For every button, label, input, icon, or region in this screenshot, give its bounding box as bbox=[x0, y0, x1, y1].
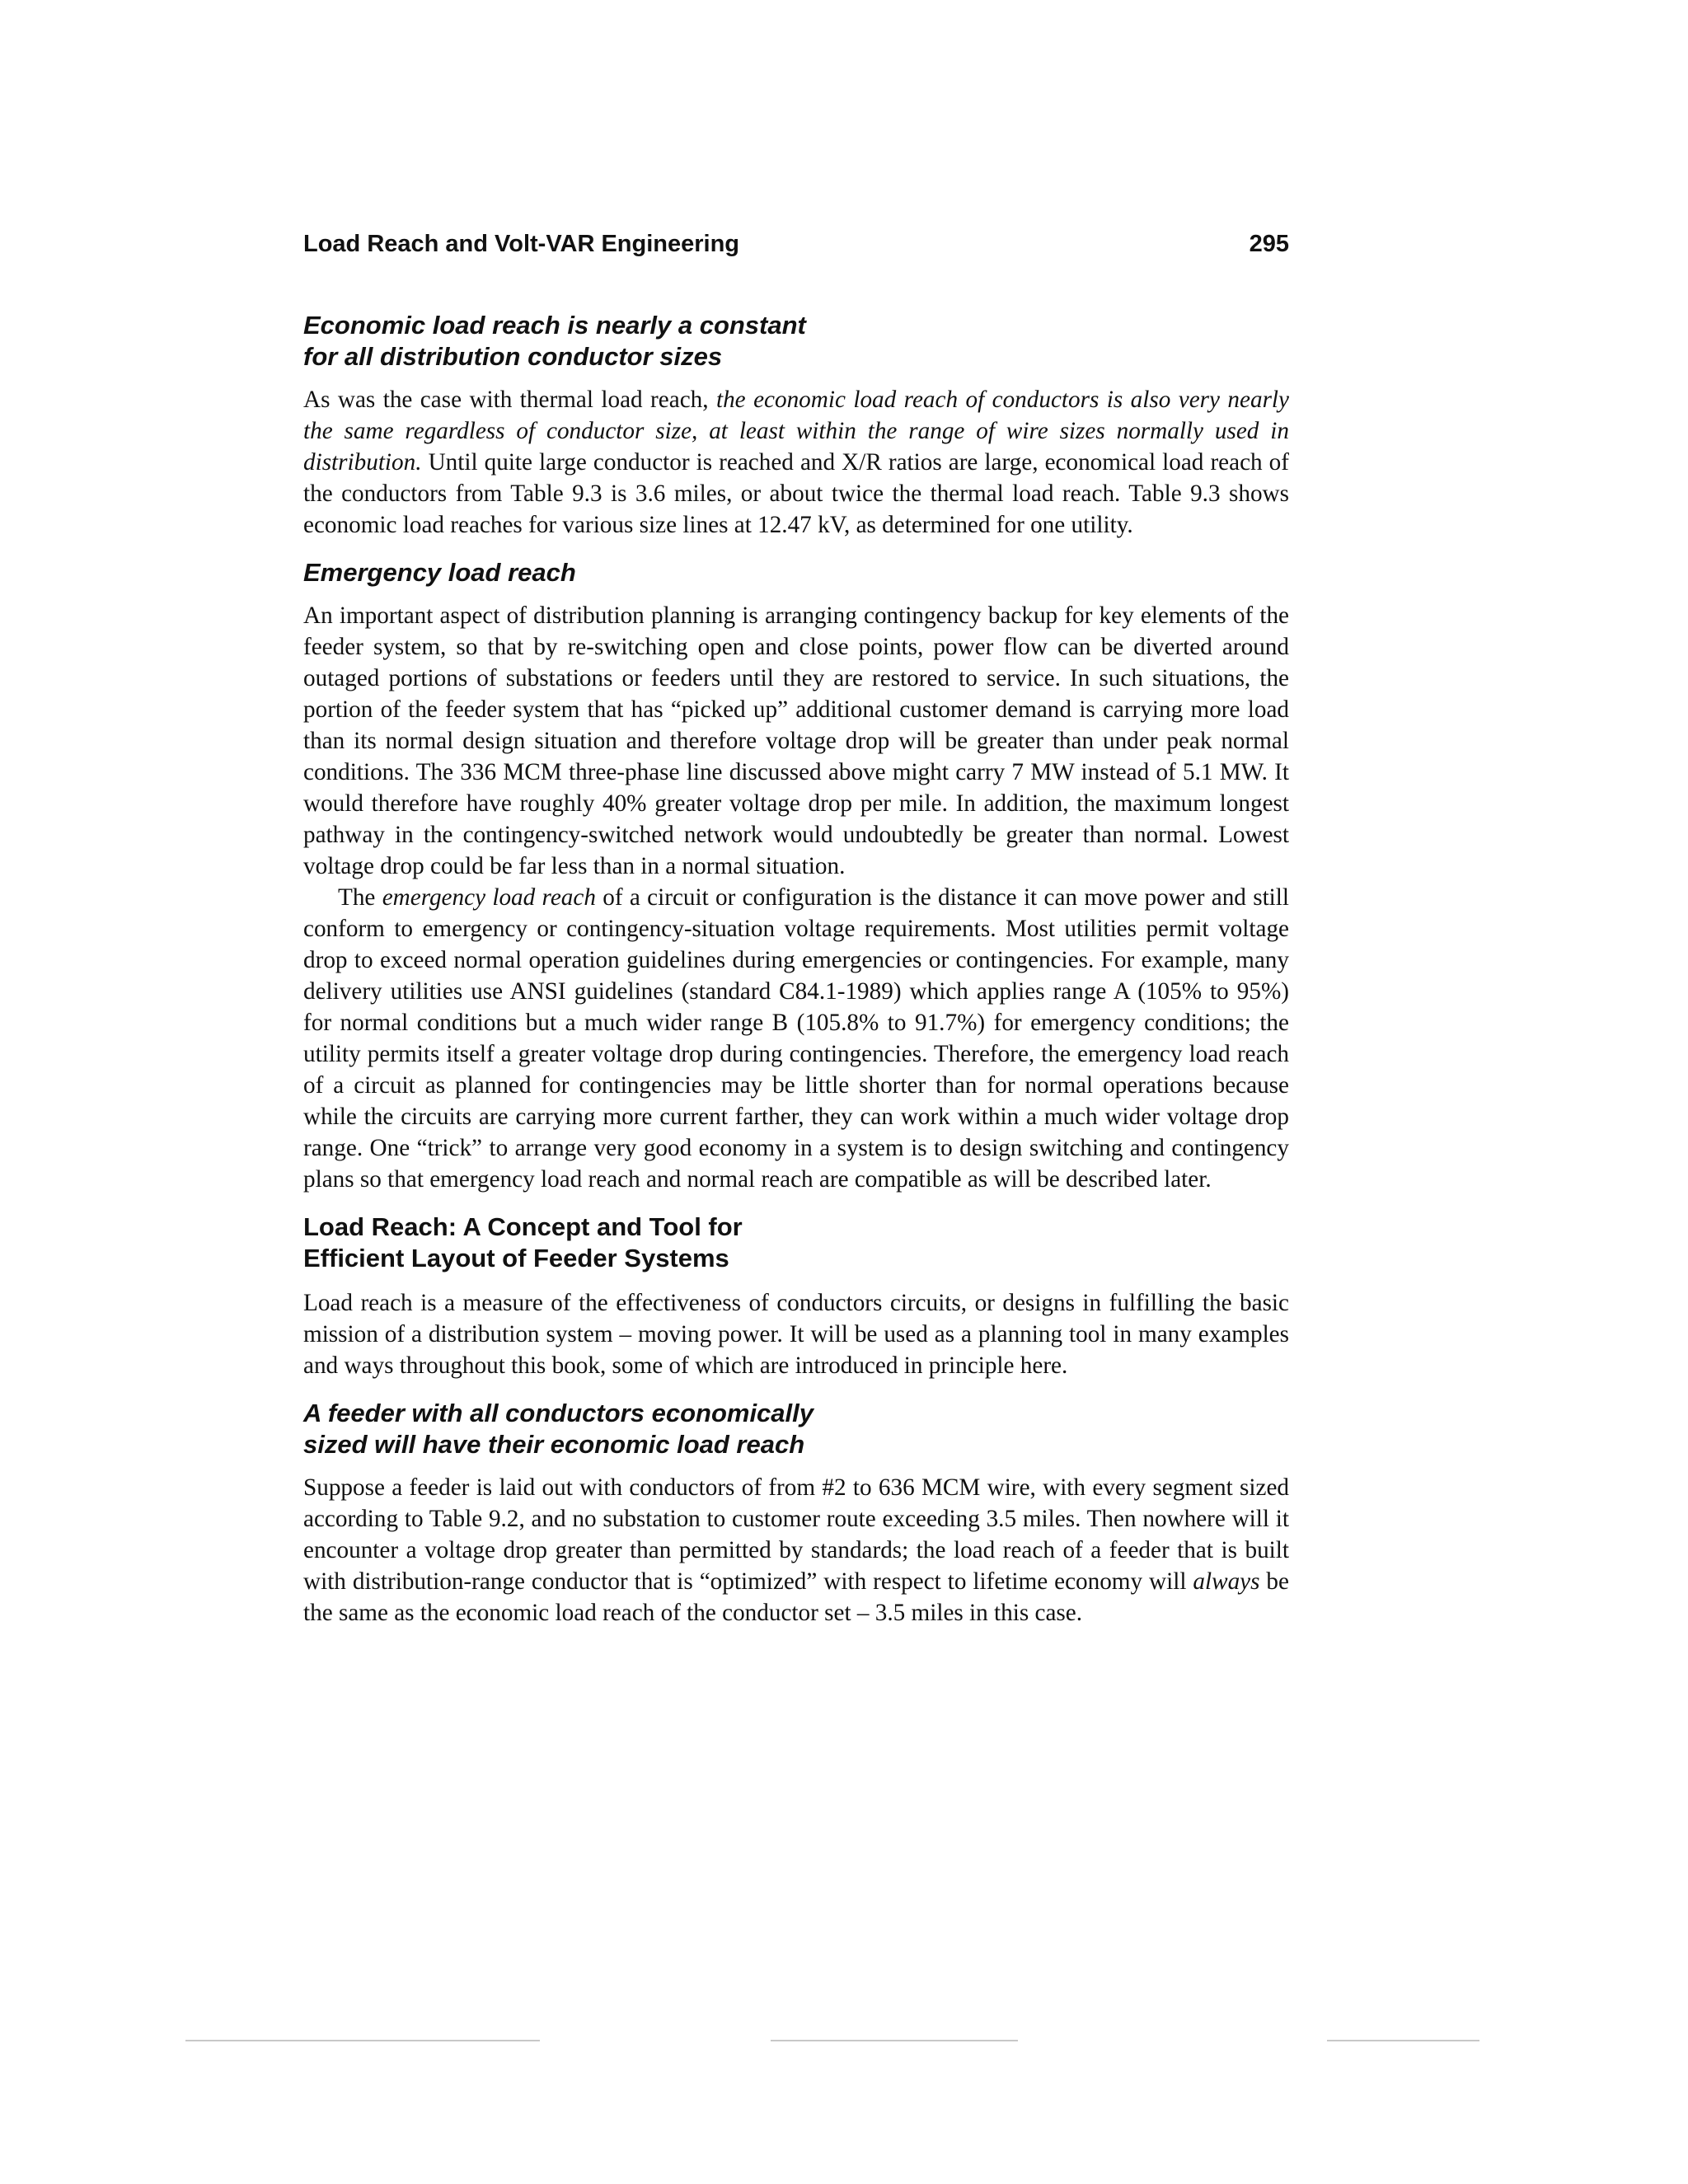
scan-artifact-line bbox=[185, 2040, 540, 2041]
emphasis-run: always bbox=[1193, 1568, 1260, 1595]
page-body bbox=[303, 231, 1289, 1629]
scan-artifact-line bbox=[771, 2040, 1018, 2041]
heading-line: for all distribution conductor sizes bbox=[303, 342, 723, 371]
feeder-economic-heading bbox=[303, 1398, 1289, 1460]
heading-line: Load Reach: A Concept and Tool for bbox=[303, 1212, 743, 1241]
emphasis-run: the economic load reach of conductors is also very nearly the same regardless of conductor size, at least within the range of wire sizes normally used in distribution. bbox=[303, 387, 1289, 476]
emphasis-run: emergency load reach bbox=[382, 884, 596, 911]
heading-line: Efficient Layout of Feeder Systems bbox=[303, 1244, 729, 1272]
heading-line: Emergency load reach bbox=[303, 558, 576, 587]
text-run: Suppose a feeder is laid out with conductors of from #2 to 636 MCM wire, with every segment sized according to Table 9.2, and no substation to customer route exceeding 3.5 miles. Then nowhere will it encounter a voltage drop greater than permitted by standards; the load reach of a feeder that is built with distribution-range conductor that is “optimized” with respect to lifetime economy will bbox=[303, 1474, 1289, 1595]
heading-line: Economic load reach is nearly a constant bbox=[303, 311, 806, 340]
text-run: Until quite large conductor is reached and X/R ratios are large, economical load reach of the conductors from Table 9.3 is 3.6 miles, or about twice the thermal load reach. Table 9.3 shows economic load reaches for various size lines at 12.47 kV, as determined for one utility. bbox=[303, 449, 1289, 538]
text-run: The bbox=[338, 884, 382, 911]
text-run: be the same as the economic load reach of the conductor set – 3.5 miles in this case. bbox=[303, 1568, 1289, 1626]
heading-line: A feeder with all conductors economically bbox=[303, 1399, 814, 1427]
scan-artifact-line bbox=[1327, 2040, 1479, 2041]
load-reach-concept-paragraph: Load reach is a measure of the effectiveness of conductors circuits, or designs in fulfilling the basic mission of a distribution system – moving power. It will be used as a planning tool in many examples and ways throughout this book, some of which are introduced in principle here. bbox=[303, 1290, 1289, 1379]
text-run: of a circuit or configuration is the distance it can move power and still conform to emergency or contingency-situation voltage requirements. Most utilities permit voltage drop to exceed normal operation guidelines during emergencies or contingencies. For example, many delivery utilities use ANSI guidelines (standard C84.1-1989) which applies range A (105% to 95%) for normal conditions but a much wider range B (105.8% to 91.7%) for emergency conditions; the utility permits itself a greater voltage drop during contingencies. Therefore, the emergency load reach of a circuit as planned for contingencies may be little shorter than for normal operations because while the circuits are carrying more current farther, they can work within a much wider voltage drop range. One “trick” to arrange very good economy in a system is to design switching and contingency plans so that emergency load reach and normal reach are compatible as will be described later. bbox=[303, 884, 1289, 1193]
emergency-paragraph-1: An important aspect of distribution planning is arranging contingency backup for key elements of the feeder system, so that by re-switching open and close points, power flow can be diverted around outaged portions of substations or feeders until they are restored to service. In such situations, the portion of the feeder system that has “picked up” additional customer demand is carrying more load than its normal design situation and therefore voltage drop will be greater than under peak normal conditions. The 336 MCM three-phase line discussed above might carry 7 MW instead of 5.1 MW. It would therefore have roughly 40% greater voltage drop per mile. In addition, the maximum longest pathway in the contingency-switched network would undoubtedly be greater than normal. Lowest voltage drop could be far less than in a normal situation. bbox=[303, 602, 1289, 879]
page-number: 295 bbox=[1249, 231, 1289, 257]
feeder-economic-paragraph bbox=[303, 1472, 1289, 1629]
running-header bbox=[303, 231, 1289, 272]
heading-line: sized will have their economic load reach bbox=[303, 1430, 805, 1459]
economic-load-reach-paragraph bbox=[303, 384, 1289, 541]
economic-load-reach-heading bbox=[303, 310, 1289, 373]
text-run: As was the case with thermal load reach, bbox=[303, 387, 716, 413]
load-reach-concept-heading bbox=[303, 1212, 1289, 1274]
running-title: Load Reach and Volt-VAR Engineering bbox=[303, 231, 740, 257]
emergency-load-reach-heading bbox=[303, 557, 1289, 588]
emergency-paragraph-2 bbox=[303, 882, 1289, 1195]
